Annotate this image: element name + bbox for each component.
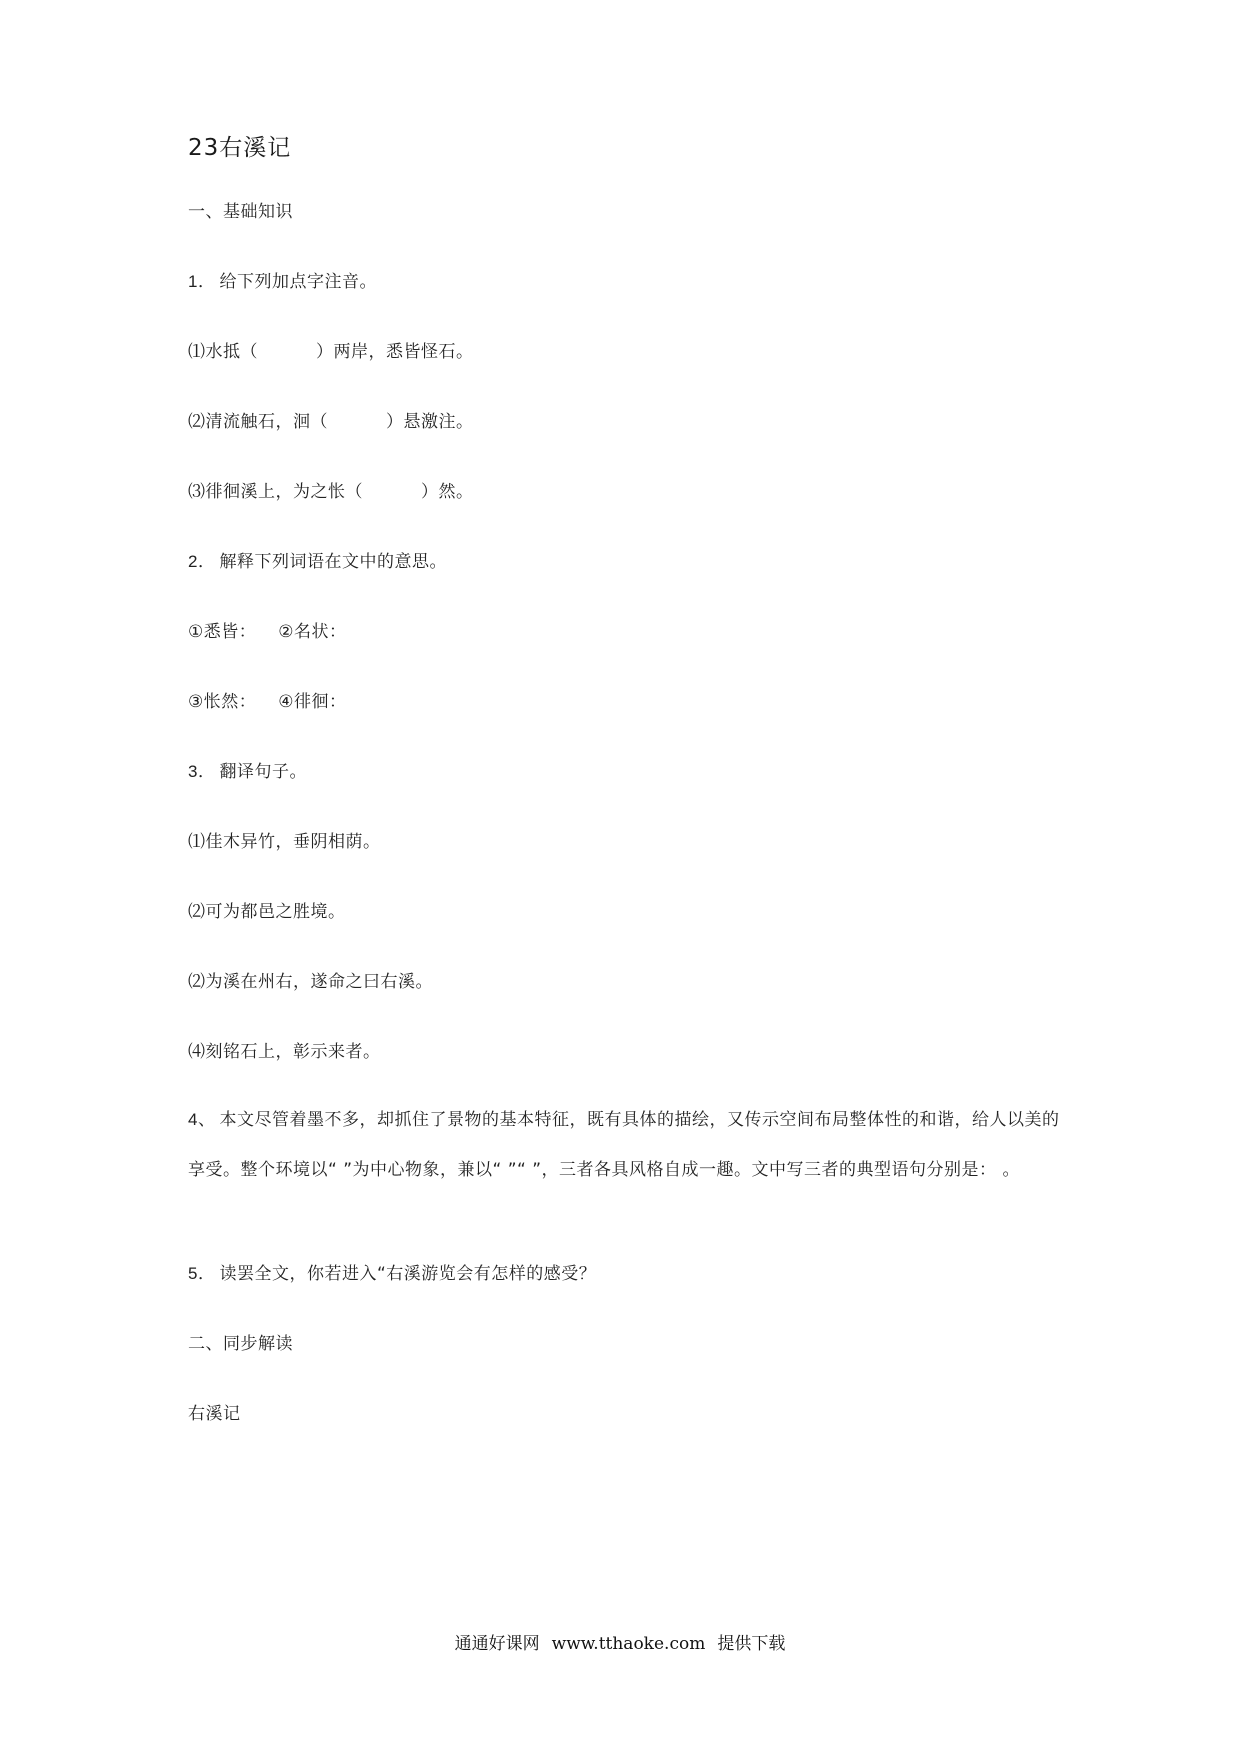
question-number: 5． <box>188 1264 216 1283</box>
footer-site-name: 通通好课网 <box>454 1634 540 1654</box>
footer-url[interactable]: www.tthaoke.com <box>551 1634 706 1654</box>
question-text: 给下列加点字注音。 <box>219 272 377 292</box>
question-text: 本文尽管着墨不多，却抓住了景物的基本特征，既有具体的描绘，又传示空间布局整体性的和谐，给人以美的享受。整个环境以“ ”为中心物象，兼以“ ”“ ”，三者各具风格自成一趣。文中写三者的典型语句分别是： 。 <box>188 1110 1060 1180</box>
question-2 <box>188 550 447 574</box>
page-title: 23右溪记 <box>188 135 292 161</box>
footer-download-text: 提供下载 <box>717 1634 786 1654</box>
reading-title: 右溪记 <box>188 1404 241 1424</box>
question-5 <box>188 1262 596 1286</box>
question-text: 读罢全文，你若进入“右溪游览会有怎样的感受？ <box>219 1264 597 1284</box>
item-text-after: ）然。 <box>421 482 474 502</box>
q2-row-2 <box>188 690 347 714</box>
q3-item-4: ⑷刻铭石上，彰示来者。 <box>188 1042 381 1062</box>
term-3: ③怅然： <box>188 692 257 712</box>
item-text-after: ）两岸，悉皆怪石。 <box>316 342 474 362</box>
item-text-before: ⑴水抵（ <box>188 342 258 362</box>
item-text-before: ⑶徘徊溪上，为之怅（ <box>188 482 363 502</box>
term-4: ④徘徊： <box>278 692 347 712</box>
page-footer <box>0 1632 1240 1656</box>
q3-item-2: ⑵可为都邑之胜境。 <box>188 902 346 922</box>
section-heading-reading: 二、同步解读 <box>188 1334 293 1354</box>
term-2: ②名状： <box>278 622 347 642</box>
question-text: 翻译句子。 <box>219 762 307 782</box>
question-number: 1． <box>188 272 216 291</box>
question-1 <box>188 270 377 294</box>
item-text-after: ）悬激注。 <box>386 412 474 432</box>
term-1: ①悉皆： <box>188 622 257 642</box>
question-number: 4、 <box>188 1110 216 1129</box>
question-4 <box>188 1095 1062 1195</box>
item-text-before: ⑵清流触石，洄（ <box>188 412 328 432</box>
section-heading-basics: 一、基础知识 <box>188 202 293 222</box>
question-number: 2． <box>188 552 216 571</box>
question-3 <box>188 760 307 784</box>
q3-item-3: ⑵为溪在州右，遂命之曰右溪。 <box>188 972 433 992</box>
q1-item-2 <box>188 410 474 434</box>
q2-row-1 <box>188 620 347 644</box>
q1-item-3 <box>188 480 474 504</box>
question-text: 解释下列词语在文中的意思。 <box>219 552 447 572</box>
q1-item-1 <box>188 340 474 364</box>
question-number: 3． <box>188 762 216 781</box>
q3-item-1: ⑴佳木异竹，垂阴相荫。 <box>188 832 381 852</box>
